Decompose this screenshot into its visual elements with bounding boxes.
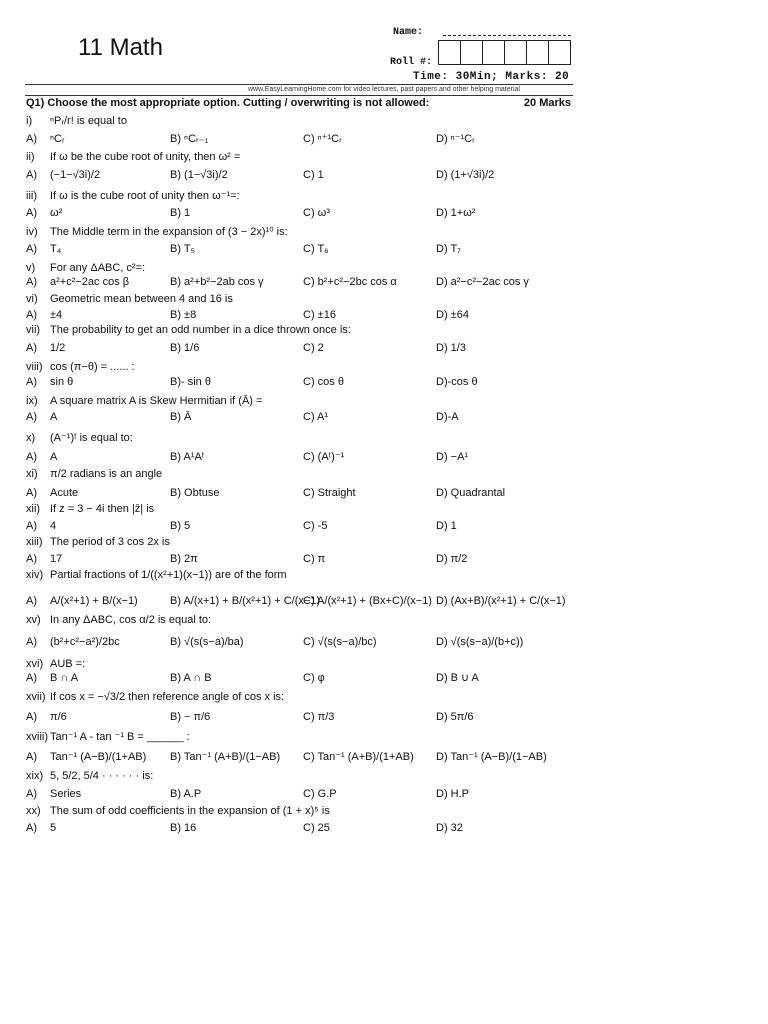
roll-box[interactable]	[460, 40, 483, 65]
option-a-text: 4	[50, 520, 57, 532]
option-c[interactable]: C) G.P	[303, 788, 337, 800]
option-d[interactable]: D) T₇	[436, 243, 461, 255]
option-a-text: A/(x²+1) + B/(x−1)	[50, 595, 138, 607]
option-b[interactable]: B) Ā	[170, 411, 192, 423]
option-a-text: a²+c²−2ac cos β	[50, 276, 130, 288]
question-number: xiii)	[26, 536, 43, 548]
option-d[interactable]: D) B ∪ A	[436, 672, 479, 684]
question-text: The sum of odd coefficients in the expansion of (1 + x)⁵ is	[50, 805, 330, 817]
question-number: xviii)	[26, 731, 48, 743]
option-d[interactable]: D) Tan⁻¹ (A−B)/(1−AB)	[436, 751, 547, 763]
question-text: π/2 radians is an angle	[50, 468, 163, 480]
option-a[interactable]: A) ⁿCᵣ	[26, 133, 65, 145]
option-b[interactable]: B)- sin θ	[170, 376, 211, 388]
option-d[interactable]: D) ⁿ⁻¹Cᵣ	[436, 133, 475, 145]
roll-box[interactable]	[482, 40, 505, 65]
question-number: xii)	[26, 503, 41, 515]
question-text: ⁿPᵣ/r! is equal to	[50, 115, 127, 127]
option-d[interactable]: D) (1+√3i)/2	[436, 169, 495, 181]
option-d[interactable]: D) Quadrantal	[436, 487, 506, 499]
option-c[interactable]: C) cos θ	[303, 376, 344, 388]
option-c[interactable]: C) φ	[303, 672, 325, 684]
question-number: v)	[26, 262, 36, 274]
option-a-text: sin θ	[50, 376, 74, 388]
option-a[interactable]: A) π/6	[26, 711, 67, 723]
question-text: The period of 3 cos 2x is	[50, 536, 170, 548]
question-number: xi)	[26, 468, 38, 480]
option-a-text: ω²	[50, 207, 63, 219]
option-a[interactable]: A) Tan⁻¹ (A−B)/(1+AB)	[26, 751, 147, 763]
option-c[interactable]: C) A/(x²+1) + (Bx+C)/(x−1)	[303, 595, 432, 607]
section-heading	[26, 97, 571, 109]
roll-box[interactable]	[438, 40, 461, 65]
question-number: xvi)	[26, 658, 44, 670]
question-text: (A⁻¹)ᵗ is equal to:	[50, 432, 133, 444]
option-a-text: (−1−√3i)/2	[50, 169, 101, 181]
question-text: Tan⁻¹ A - tan ⁻¹ B = ______ :	[50, 731, 190, 743]
option-d[interactable]: D) 5π/6	[436, 711, 474, 723]
option-a-text: ⁿCᵣ	[50, 133, 65, 145]
question-text: AUB =:	[50, 658, 86, 670]
option-c[interactable]: C) 2	[303, 342, 324, 354]
question-number: vii)	[26, 324, 41, 336]
option-b[interactable]: B) Tan⁻¹ (A+B)/(1−AB)	[170, 751, 281, 763]
option-a[interactable]: A) ±4	[26, 309, 63, 321]
option-d[interactable]: D) 32	[436, 822, 463, 834]
option-c[interactable]: C) A¹	[303, 411, 329, 423]
option-a-text: A	[50, 451, 58, 463]
question-text: The Middle term in the expansion of (3 − 2x)¹⁰ is:	[50, 226, 288, 238]
option-d[interactable]: D) H.P	[436, 788, 469, 800]
option-d[interactable]: D) 1/3	[436, 342, 466, 354]
option-a[interactable]: A) 1/2	[26, 342, 66, 354]
question-text: If z = 3 − 4i then |z̄| is	[50, 503, 155, 515]
option-a-text: 5	[50, 822, 57, 834]
option-b[interactable]: B) A¹Aᵗ	[170, 451, 205, 463]
option-b[interactable]: B) A.P	[170, 788, 202, 800]
option-c[interactable]: C) 25	[303, 822, 330, 834]
option-b[interactable]: B) 1/6	[170, 342, 200, 354]
option-d[interactable]: D) 1	[436, 520, 457, 532]
name-line[interactable]	[443, 35, 571, 36]
option-d[interactable]: D) π/2	[436, 553, 468, 565]
question-text: If ω is the cube root of unity then ω⁻¹=:	[50, 190, 240, 202]
option-a-text: Tan⁻¹ (A−B)/(1+AB)	[50, 751, 147, 763]
option-b[interactable]: B) 5	[170, 520, 191, 532]
question-number: ix)	[26, 395, 38, 407]
option-a[interactable]: A) Series	[26, 788, 82, 800]
option-b[interactable]: B) Obtuse	[170, 487, 220, 499]
option-a[interactable]: A) A/(x²+1) + B/(x−1)	[26, 595, 138, 607]
option-d[interactable]: D) (Ax+B)/(x²+1) + C/(x−1)	[436, 595, 566, 607]
option-a-text: Acute	[50, 487, 79, 499]
option-c[interactable]: C) (Aᵗ)⁻¹	[303, 451, 345, 463]
question-text: In any ΔABC, cos α/2 is equal to:	[50, 614, 212, 626]
option-c[interactable]: C) T₆	[303, 243, 329, 255]
option-c[interactable]: C) ⁿ⁺¹Cᵣ	[303, 133, 342, 145]
option-b[interactable]: B) (1−√3i)/2	[170, 169, 228, 181]
option-c[interactable]: C) b²+c²−2bc cos α	[303, 276, 397, 288]
option-a[interactable]: A) A	[26, 451, 58, 463]
question-text: Geometric mean between 4 and 16 is	[50, 293, 233, 305]
question-text: The probability to get an odd number in a dice thrown once is:	[50, 324, 351, 336]
question-number: xv)	[26, 614, 41, 626]
page-title: 11 Math	[78, 34, 163, 61]
option-d[interactable]: D) ±64	[436, 309, 469, 321]
option-c[interactable]: C) ω³	[303, 207, 330, 219]
question-number: xvii)	[26, 691, 46, 703]
option-d[interactable]: D)-cos θ	[436, 376, 478, 388]
roll-label: Roll #:	[390, 57, 433, 68]
option-a-text: π/6	[50, 711, 67, 723]
question-number: iv)	[26, 226, 38, 238]
time-marks: Time: 30Min; Marks: 20	[413, 71, 570, 83]
option-b[interactable]: B) ⁿCᵣ₋₁	[170, 133, 209, 145]
question-text: For any ΔABC, c²=:	[50, 262, 146, 274]
roll-box[interactable]	[504, 40, 527, 65]
question-number: vi)	[26, 293, 38, 305]
question-text: If ω be the cube root of unity, then ω² =	[50, 151, 241, 163]
question-text: If cos x = −√3/2 then reference angle of cos x is:	[50, 691, 285, 703]
option-b[interactable]: B) a²+b²−2ab cos γ	[170, 276, 264, 288]
roll-number-boxes[interactable]	[438, 40, 570, 64]
option-a[interactable]: A) Acute	[26, 487, 79, 499]
roll-box[interactable]	[526, 40, 549, 65]
option-a-text: (b²+c²−a²)/2bc	[50, 636, 120, 648]
section-instructions: Q1) Choose the most appropriate option. Cutting / overwriting is not allowed:	[26, 97, 430, 109]
question-text: 5, 5/2, 5/4 · · · · · · is:	[50, 770, 154, 782]
option-a-text: T₄	[50, 243, 62, 255]
option-b[interactable]: B) 16	[170, 822, 197, 834]
option-a[interactable]: A) A	[26, 411, 58, 423]
option-a[interactable]: A) (−1−√3i)/2	[26, 169, 101, 181]
option-a-text: B ∩ A	[50, 672, 79, 684]
question-number: xx)	[26, 805, 41, 817]
option-d[interactable]: D) −A¹	[436, 451, 469, 463]
option-b[interactable]: B) 1	[170, 207, 191, 219]
option-a[interactable]: A) (b²+c²−a²)/2bc	[26, 636, 120, 648]
option-b[interactable]: B) √(s(s−a)/ba)	[170, 636, 244, 648]
option-c[interactable]: C) 1	[303, 169, 324, 181]
option-c[interactable]: C) √(s(s−a)/bc)	[303, 636, 377, 648]
option-a[interactable]: A) 4	[26, 520, 57, 532]
option-c[interactable]: C) Tan⁻¹ (A+B)/(1+AB)	[303, 751, 414, 763]
question-number: ii)	[26, 151, 35, 163]
question-number: iii)	[26, 190, 37, 202]
question-number: xix)	[26, 770, 44, 782]
question-text: Partial fractions of 1/((x²+1)(x−1)) are of the form	[50, 569, 287, 581]
roll-box[interactable]	[548, 40, 571, 65]
option-a-text: Series	[50, 788, 82, 800]
option-b[interactable]: B) T₅	[170, 243, 196, 255]
option-c[interactable]: C) -5	[303, 520, 328, 532]
divider	[25, 84, 573, 85]
option-a-text: ±4	[50, 309, 63, 321]
option-d[interactable]: D) a²−c²−2ac cos γ	[436, 276, 529, 288]
option-d[interactable]: D) 1+ω²	[436, 207, 476, 219]
option-b[interactable]: B) ±8	[170, 309, 197, 321]
option-b[interactable]: B) A/(x+1) + B/(x²+1) + C/(x−1)	[170, 595, 321, 607]
question-text: A square matrix A is Skew Hermitian if (Ā) =	[50, 395, 263, 407]
option-b[interactable]: B) − π/6	[170, 711, 211, 723]
question-number: x)	[26, 432, 36, 444]
option-b[interactable]: B) A ∩ B	[170, 672, 212, 684]
option-c[interactable]: C) ±16	[303, 309, 336, 321]
option-a[interactable]: A) B ∩ A	[26, 672, 79, 684]
question-text: cos (π−θ) = ...... :	[50, 361, 135, 373]
option-a[interactable]: A) sin θ	[26, 376, 74, 388]
divider	[25, 95, 573, 96]
option-a-text: 17	[50, 553, 63, 565]
option-d[interactable]: D)-A	[436, 411, 459, 423]
option-a[interactable]: A) T₄	[26, 243, 62, 255]
option-c[interactable]: C) π	[303, 553, 326, 565]
section-marks: 20 Marks	[523, 97, 571, 109]
source-line: www.EasyLearningHome.com for video lectures, past papers and other helping material	[248, 86, 520, 93]
option-a[interactable]: A) 17	[26, 553, 63, 565]
question-number: i)	[26, 115, 33, 127]
option-a[interactable]: A) ω²	[26, 207, 63, 219]
question-number: xiv)	[26, 569, 44, 581]
option-b[interactable]: B) 2π	[170, 553, 198, 565]
option-d[interactable]: D) √(s(s−a)/(b+c))	[436, 636, 524, 648]
option-a-text: A	[50, 411, 58, 423]
name-label: Name:	[393, 27, 424, 38]
option-c[interactable]: C) Straight	[303, 487, 356, 499]
option-a-text: 1/2	[50, 342, 66, 354]
option-a[interactable]: A) 5	[26, 822, 57, 834]
option-a[interactable]: A) a²+c²−2ac cos β	[26, 276, 130, 288]
option-c[interactable]: C) π/3	[303, 711, 335, 723]
question-number: viii)	[26, 361, 43, 373]
